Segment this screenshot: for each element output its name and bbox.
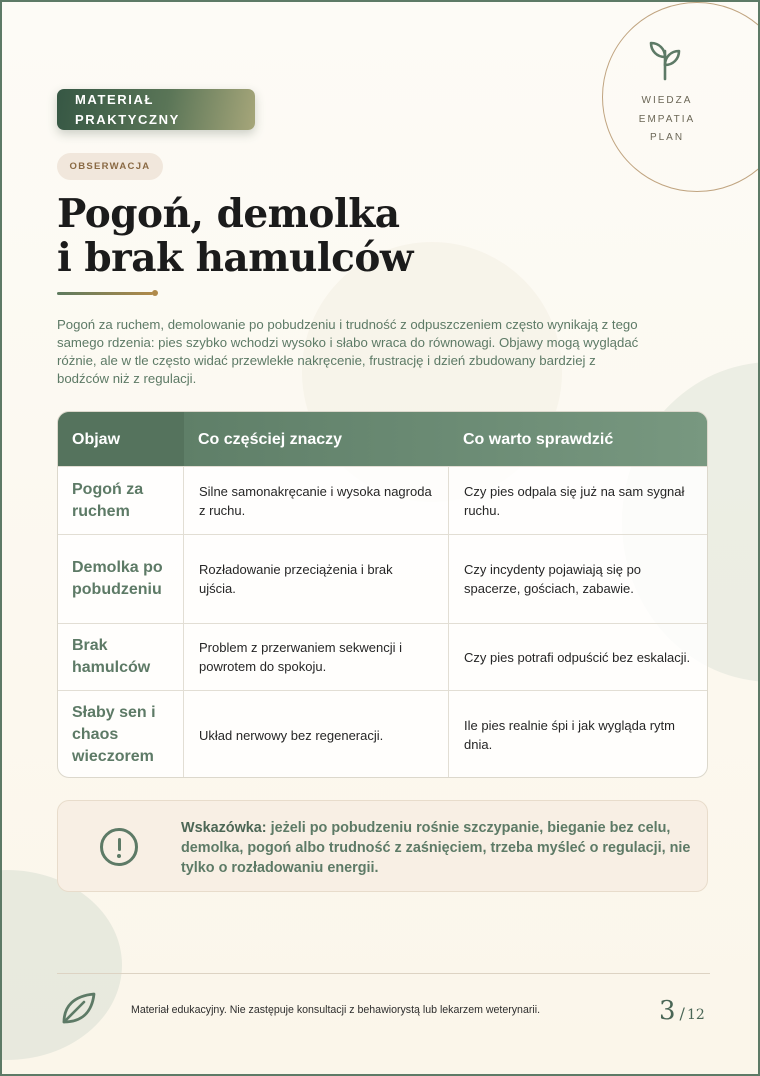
symptom-cell: Słaby sen i chaos wieczorem [58,691,184,778]
title-divider-dot [152,290,158,296]
meaning-cell: Problem z przerwaniem sekwencji i powrotem do spokoju. [184,624,449,690]
tip-label: Wskazówka: [181,820,267,836]
tip-text [181,818,691,878]
check-cell: Czy incydenty pojawiają się po spacerze, gościach, zabawie. [464,562,642,596]
column-header: Co warto sprawdzić [449,412,708,466]
symptom-cell: Pogoń za ruchem [58,467,184,534]
material-type-label [57,89,255,130]
check-cell: Czy pies odpala się już na sam sygnał ruchu. [464,483,685,518]
page-number [659,996,719,1026]
symptom-cell: Brak hamulców [58,624,184,690]
material-type-line: PRAKTYCZNY [75,112,180,127]
symptom-cell: Demolka po pobudzeniu [58,535,184,623]
badge-word: EMPATIA [638,113,696,125]
sprout-icon [645,37,685,81]
meaning-cell: Silne samonakręcanie i wysoka nagroda z ruchu. [184,467,449,534]
table-row [58,466,708,534]
title-line: i brak hamulców [57,235,413,281]
check-cell: Czy pies potrafi odpuścić bez eskalacji. [464,649,691,665]
material-type-line: MATERIAŁ [75,92,154,107]
total-pages: 12 [686,1007,705,1023]
meaning-cell: Rozładowanie przeciążenia i brak ujścia. [184,535,449,623]
column-header: Objaw [58,412,184,466]
title-line: Pogoń, demolka [57,191,400,237]
page [2,2,758,1074]
exclamation-circle-icon [100,828,138,866]
badge-word: WIEDZA [641,95,693,106]
tip-body: jeżeli po pobudzeniu rośnie szczypanie, bieganie bez celu, demolka, pogoń albo trudność z zaśnięciem, trzeba myśleć o regulacji, nie tylko o rozładowaniu energii. [181,820,691,876]
table-row [58,690,708,778]
current-page: 3 [659,996,676,1026]
table-header [58,412,708,466]
values-badge-words [622,92,712,148]
intro-paragraph: Pogoń za ruchem, demolowanie po pobudzeniu i trudność z odpuszczeniem często wynikają z tego samego rdzenia: pies szybko wchodzi wysoko i słabo wraca do równowagi. Objawy mogą wyglądać różnie, ale w tle często widać przewlekłe nakręcenie, frustrację i dzień zbudowany bardziej z bodźców niż z regulacji. [57,317,639,386]
page-separator: / [679,1004,685,1023]
meaning-cell: Układ nerwowy bez regeneracji. [184,691,449,778]
page-title [57,192,577,280]
column-header: Co częściej znaczy [184,412,449,466]
title-divider [57,292,153,295]
background-shape [2,870,122,1060]
table-row [58,623,708,690]
leaf-icon [60,990,96,1026]
disclaimer-note: Materiał edukacyjny. Nie zastępuje konsultacji z behawiorystą lub lekarzem weterynarii. [131,1004,541,1016]
tip-box [57,800,708,892]
symptoms-table [57,411,708,778]
badge-word: PLAN [649,132,685,143]
footer-divider [57,973,710,974]
table-row [58,534,708,623]
category-tag: OBSERWACJA [57,153,163,180]
check-cell: Ile pies realnie śpi i jak wygląda rytm dnia. [464,718,675,752]
